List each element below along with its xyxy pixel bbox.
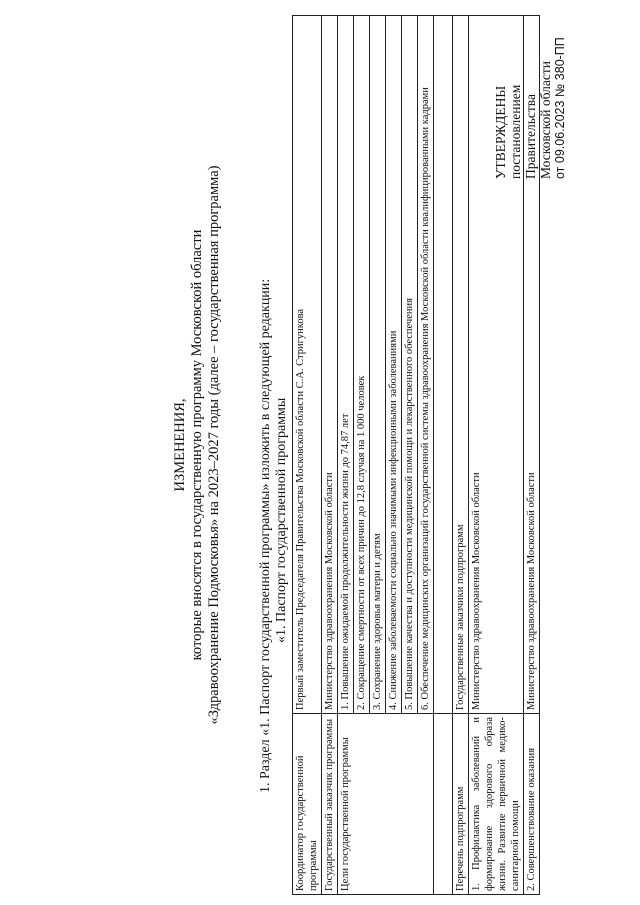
row-label: Цели государственной программы (338, 714, 434, 895)
goal-item: 3. Сохранение здоровья матери и детям (370, 16, 386, 714)
table-row (338, 16, 354, 895)
approval-line: Правительства (523, 94, 538, 179)
passport-title: «1. Паспорт государственной программы (274, 397, 289, 643)
goal-item: 6. Обеспечение медицинских организаций государственной системы здравоохранения Московской области квалифицированными кадрами (418, 16, 434, 714)
row-label: Перечень подпрограмм (453, 714, 469, 895)
approval-line: УТВЕРЖДЕНЫ (493, 85, 508, 179)
table-row (469, 16, 524, 895)
empty-cell (434, 16, 453, 714)
row-label: Координатор государственной программы (293, 714, 322, 895)
goal-item: 1. Повышение ожидаемой продолжительности жизни до 74,87 лет (338, 16, 354, 714)
subprogram-name: 1. Профилактика заболеваний и формирование здорового образа жизни. Развитие первичной медико-санитарной помощи (469, 714, 524, 895)
approval-line: постановлением (508, 84, 523, 179)
subprogram-customer: Министерство здравоохранения Московской области (469, 16, 524, 714)
table-row (524, 16, 540, 895)
passport-table (292, 15, 540, 895)
section-line: 1. Раздел «1. Паспорт государственной программы» изложить в следующей редакции: (258, 278, 273, 793)
table-row (322, 16, 338, 895)
goal-item: 2. Сокращение смертности от всех причин до 12,8 случая на 1 000 человек (354, 16, 370, 714)
row-label: Государственный заказчик программы (322, 714, 338, 895)
document-heading (172, 135, 223, 755)
row-value: Министерство здравоохранения Московской области (322, 16, 338, 714)
goal-item: 4. Снижение заболеваемости социально значимыми инфекционными заболеваниями (386, 16, 402, 714)
subprogram-customer: Министерство здравоохранения Московской области (524, 16, 540, 714)
heading-line: которые вносятся в государственную программу Московской области (189, 229, 205, 661)
empty-cell (434, 714, 453, 895)
goal-item: 5. Повышение качества и доступности медицинской помощи и лекарственного обеспечения (402, 16, 418, 714)
subprogram-name: 2. Совершенствование оказания (524, 714, 540, 895)
row-value: Государственные заказчики подпрограмм (453, 16, 469, 714)
table-row (434, 16, 453, 895)
row-value: Первый заместитель Председателя Правительства Московской области С.А. Стригункова (293, 16, 322, 714)
approval-date: от 09.06.2023 № 380-ПП (553, 37, 567, 179)
table-row (453, 16, 469, 895)
table-row (293, 16, 322, 895)
heading-line: «Здравоохранение Подмосковья» на 2023–2027 годы (далее – государственная программа) (206, 165, 222, 725)
heading-title: ИЗМЕНЕНИЯ, (172, 398, 188, 492)
section-instruction (258, 279, 290, 905)
approval-line: Московской области (538, 60, 553, 179)
